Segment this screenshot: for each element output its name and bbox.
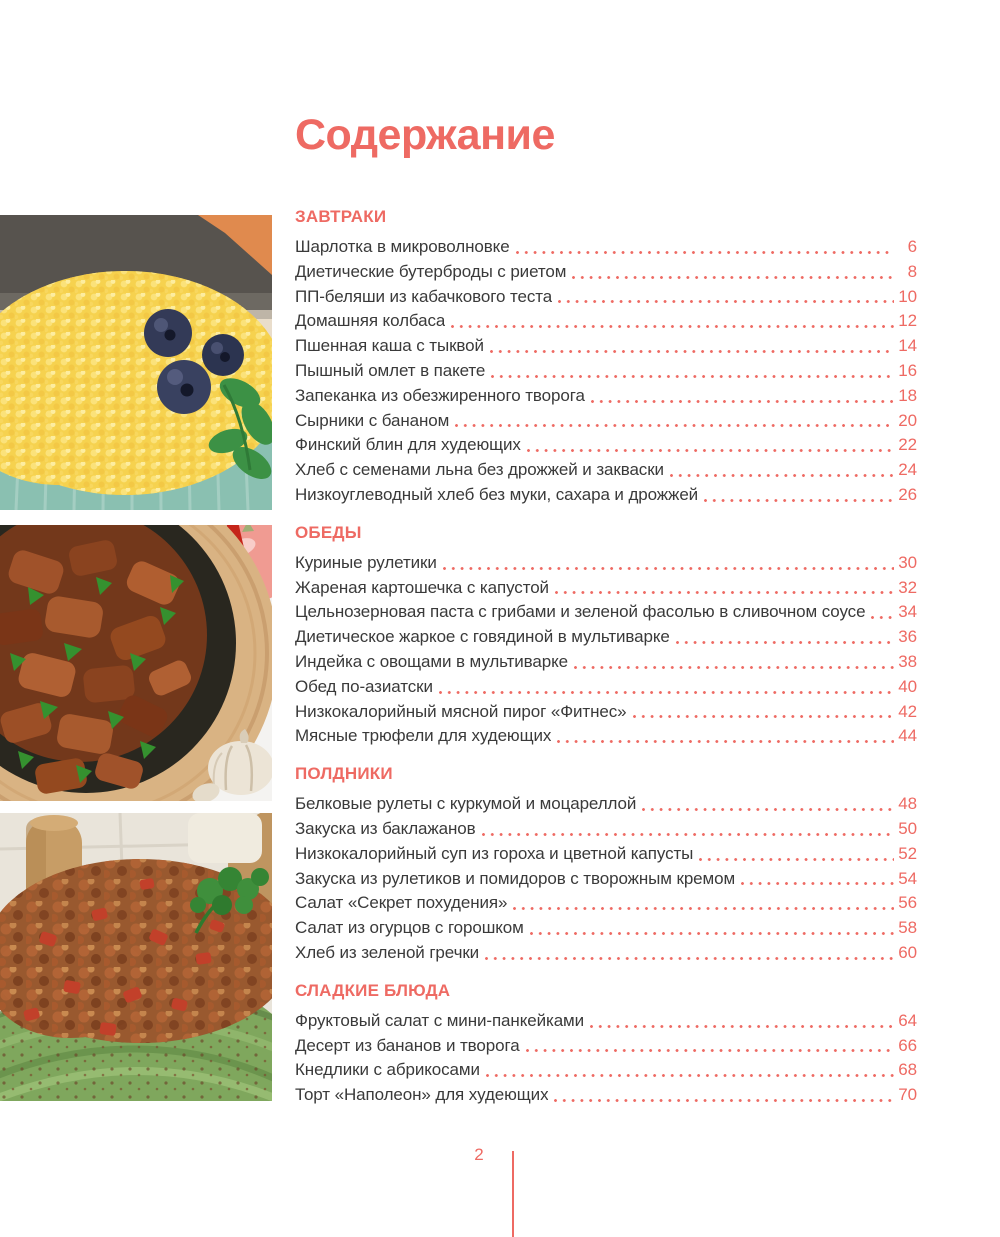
toc-entry: [295, 724, 917, 749]
section-title: СЛАДКИЕ БЛЮДА: [295, 980, 451, 1000]
recipe-page-number: 22: [898, 435, 917, 455]
toc-entry: [295, 384, 917, 409]
recipe-page-number: 70: [898, 1085, 917, 1105]
toc-entry: [295, 359, 917, 384]
toc-entry: [295, 433, 917, 458]
recipe-page-number: 68: [898, 1060, 917, 1080]
recipe-page-number: 10: [898, 286, 917, 306]
recipe-title: Шарлотка в микроволновке: [295, 237, 510, 256]
toc-entry: [295, 409, 917, 434]
section-entries: [295, 551, 917, 749]
dot-leader: [526, 1049, 894, 1052]
recipe-title: Хлеб с семенами льна без дрожжей и закваски: [295, 460, 664, 480]
recipe-title: Цельнозерновая паста с грибами и зеленой фасолью в сливочном соусе: [295, 602, 866, 622]
recipe-page-number: 20: [898, 410, 917, 430]
recipe-title: Пышный омлет в пакете: [295, 360, 486, 380]
recipe-page-number: 66: [898, 1035, 917, 1055]
dot-leader: [676, 641, 894, 644]
recipe-title: Низкоуглеводный хлеб без муки, сахара и дрожжей: [295, 484, 699, 504]
dot-leader: [516, 251, 894, 254]
toc-entry: [295, 650, 917, 675]
recipe-page-number: 40: [898, 676, 917, 696]
dot-leader: [633, 715, 894, 718]
toc-entry: [295, 817, 917, 842]
recipe-page-number: 50: [898, 818, 917, 838]
section-entries: [295, 235, 917, 508]
recipe-title: Белковые рулеты с куркумой и моцареллой: [295, 794, 637, 814]
recipe-title: Пшенная каша с тыквой: [295, 336, 484, 356]
recipe-title: Домашняя колбаса: [295, 311, 446, 331]
dot-leader: [741, 882, 894, 885]
table-of-contents: [295, 110, 917, 1108]
dot-leader: [527, 449, 894, 452]
toc-entry: [295, 551, 917, 576]
recipe-title: Закуска из рулетиков и помидоров с творожным кремом: [295, 868, 736, 888]
recipe-title: ПП-беляши из кабачкового теста: [295, 286, 553, 306]
section-title: ПОЛДНИКИ: [295, 764, 393, 784]
recipe-page-number: 38: [898, 651, 917, 671]
dot-leader: [451, 325, 894, 328]
recipe-title: Индейка с овощами в мультиварке: [295, 651, 569, 671]
folio-page-number: 2: [474, 1145, 484, 1164]
recipe-title: Кнедлики с абрикосами: [295, 1060, 480, 1080]
recipe-page-number: 34: [898, 602, 917, 622]
recipe-page-number: 30: [898, 552, 917, 572]
toc-entry: [295, 576, 917, 601]
recipe-page-number: 60: [898, 942, 917, 962]
toc-section: [295, 764, 917, 966]
dot-leader: [555, 591, 894, 594]
dot-leader: [642, 808, 894, 811]
section-title: ЗАВТРАКИ: [295, 207, 387, 226]
recipe-title: Десерт из бананов и творога: [295, 1035, 520, 1055]
recipe-title: Хлеб из зеленой гречки: [295, 942, 480, 962]
toc-entry: [295, 916, 917, 941]
dot-leader: [670, 474, 894, 477]
dot-leader: [557, 740, 894, 743]
photo-eggplant-caviar: [0, 813, 272, 1101]
toc-entry: [295, 941, 917, 966]
dot-leader: [530, 932, 894, 935]
dot-leader: [572, 276, 894, 279]
toc-entry: [295, 334, 917, 359]
dot-leader: [491, 375, 894, 378]
recipe-title: Фруктовый салат с мини-панкейками: [295, 1010, 585, 1030]
recipe-page-number: 56: [898, 893, 917, 913]
recipe-page-number: 48: [898, 794, 917, 814]
recipe-title: Куриные рулетики: [295, 552, 437, 572]
dot-leader: [486, 1074, 894, 1077]
section-title: ОБЕДЫ: [295, 522, 362, 542]
toc-section: [295, 207, 917, 508]
toc-entry: [295, 235, 917, 260]
toc-section: [295, 981, 917, 1108]
recipe-title: Диетические бутерброды с риетом: [295, 261, 567, 281]
dot-leader: [871, 616, 894, 619]
dot-leader: [485, 957, 894, 960]
footer-divider-line: [512, 1151, 514, 1237]
recipe-title: Закуска из баклажанов: [295, 818, 476, 838]
photo-beef-stew: [0, 525, 272, 801]
recipe-page-number: 58: [898, 918, 917, 938]
recipe-page-number: 12: [898, 311, 917, 331]
recipe-title: Низкокалорийный суп из гороха и цветной капусты: [295, 843, 694, 863]
dot-leader: [590, 1025, 894, 1028]
toc-entry: [295, 260, 917, 285]
recipe-page-number: 24: [898, 460, 917, 480]
recipe-title: Обед по-азиатски: [295, 676, 433, 696]
toc-entry: [295, 792, 917, 817]
toc-entry: [295, 842, 917, 867]
dot-leader: [439, 691, 894, 694]
recipe-page-number: 52: [898, 843, 917, 863]
photo-millet-porridge: [0, 215, 272, 510]
toc-entry: [295, 867, 917, 892]
toc-sections: [295, 207, 917, 1108]
recipe-title: Торт «Наполеон» для худеющих: [295, 1085, 549, 1105]
recipe-title: Салат из огурцов с горошком: [295, 918, 524, 938]
toc-entry: [295, 700, 917, 725]
toc-entry: [295, 483, 917, 508]
recipe-title: Мясные трюфели для худеющих: [295, 726, 552, 746]
recipe-page-number: 8: [907, 261, 917, 281]
dot-leader: [554, 1099, 894, 1102]
toc-entry: [295, 891, 917, 916]
toc-entry: [295, 309, 917, 334]
recipe-page-number: 44: [898, 726, 917, 746]
toc-entry: [295, 458, 917, 483]
dot-leader: [455, 424, 894, 427]
recipe-page-number: 32: [898, 577, 917, 597]
recipe-title: Низкокалорийный мясной пирог «Фитнес»: [295, 701, 627, 721]
toc-entry: [295, 285, 917, 310]
toc-entry: [295, 675, 917, 700]
dot-leader: [704, 499, 894, 502]
recipe-page-number: 16: [898, 360, 917, 380]
toc-entry: [295, 1058, 917, 1083]
dot-leader: [558, 300, 894, 303]
section-entries: [295, 1009, 917, 1108]
toc-entry: [295, 1034, 917, 1059]
dot-leader: [443, 567, 894, 570]
page-title: Содержание: [295, 111, 555, 159]
recipe-page-number: 64: [898, 1010, 917, 1030]
recipe-page-number: 14: [898, 336, 917, 356]
recipe-title: Запеканка из обезжиренного творога: [295, 385, 585, 405]
toc-entry: [295, 625, 917, 650]
dot-leader: [574, 666, 894, 669]
toc-section: [295, 523, 917, 749]
dot-leader: [591, 400, 894, 403]
dot-leader: [699, 858, 894, 861]
section-entries: [295, 792, 917, 966]
toc-entry: [295, 600, 917, 625]
toc-entry: [295, 1083, 917, 1108]
recipe-title: Жареная картошечка с капустой: [295, 577, 549, 597]
recipe-title: Диетическое жаркое с говядиной в мультиварке: [295, 627, 670, 647]
recipe-title: Сырники с бананом: [295, 410, 450, 430]
dot-leader: [490, 350, 894, 353]
recipe-page-number: 6: [907, 237, 917, 256]
recipe-title: Финский блин для худеющих: [295, 435, 521, 455]
recipe-page-number: 42: [898, 701, 917, 721]
toc-entry: [295, 1009, 917, 1034]
recipe-page-number: 54: [898, 868, 917, 888]
dot-leader: [513, 907, 894, 910]
recipe-page-number: 18: [898, 385, 917, 405]
recipe-title: Салат «Секрет похудения»: [295, 893, 508, 913]
recipe-page-number: 26: [898, 484, 917, 504]
dot-leader: [482, 833, 894, 836]
recipe-page-number: 36: [898, 627, 917, 647]
